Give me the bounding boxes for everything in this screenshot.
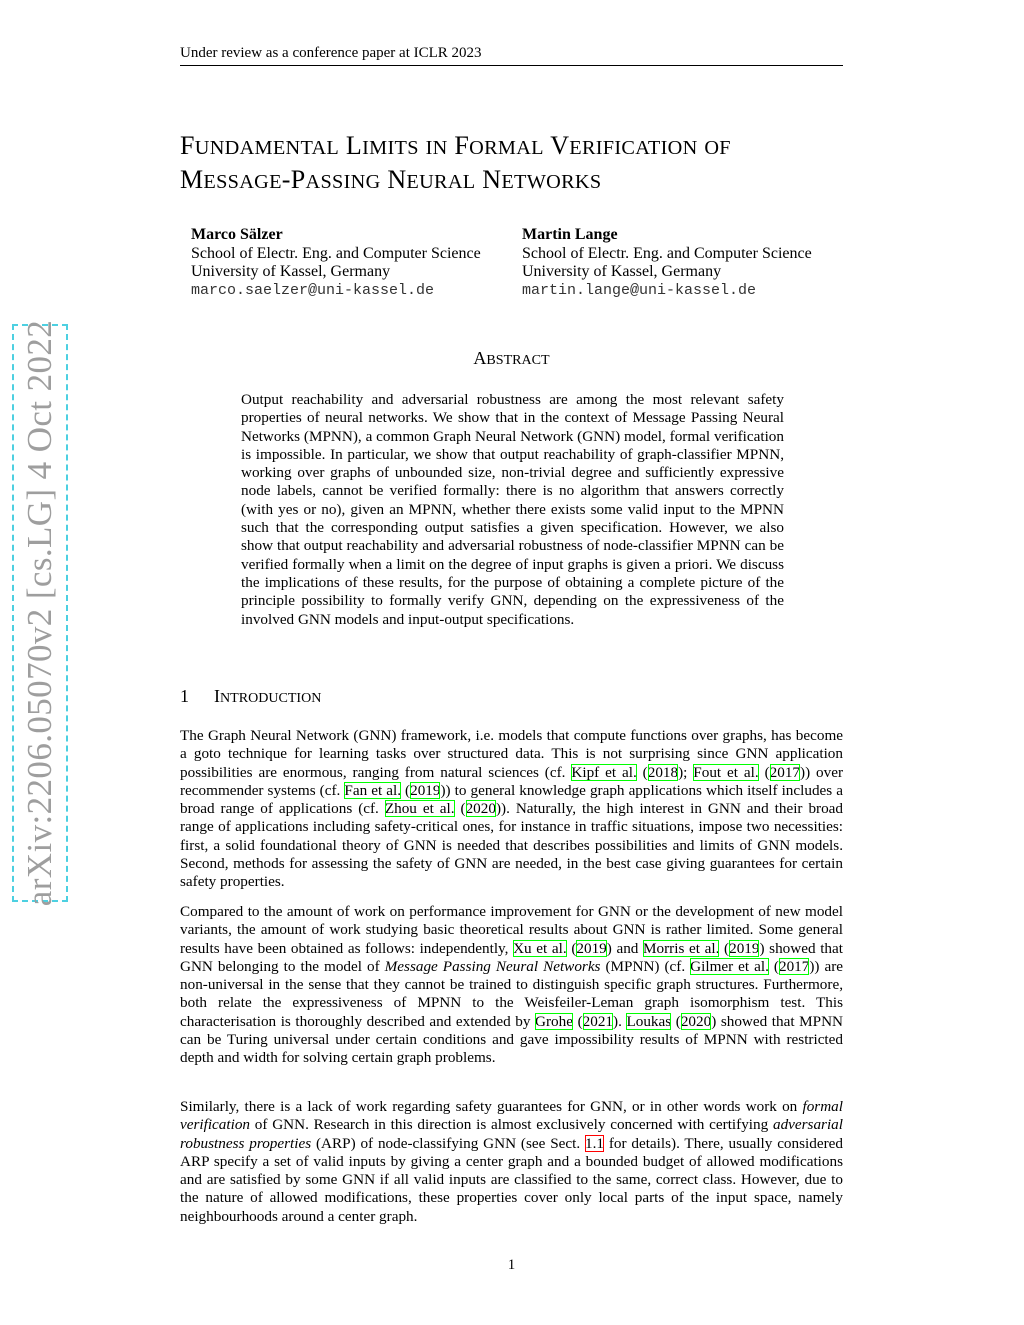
author-affiliation: University of Kassel, Germany (191, 263, 391, 280)
section-title: INTRODUCTION (214, 686, 322, 706)
text: )) are non-universal in the sense that they cannot be trained to distinguish specific graph structures. Furthermore, both relate the expressiveness of MPNN to the Weisfeiler-Leman graph isomorphism test. This characterisation is thoroughly described and extended by (180, 957, 844, 1030)
author-name: Marco Sälzer (191, 226, 283, 243)
citation-link[interactable]: 2017 (769, 763, 801, 781)
text: ) showed that GNN belonging to the model of (180, 939, 843, 975)
text: ( (671, 1012, 681, 1030)
citation-link[interactable]: 2020 (680, 1012, 712, 1030)
author-affiliation: University of Kassel, Germany (522, 263, 722, 280)
arxiv-stamp[interactable] (12, 319, 68, 907)
text: )) to general knowledge graph applications which itself includes a broad range of applications (cf. (180, 781, 843, 818)
author-email[interactable]: martin.lange@uni-kassel.de (522, 281, 757, 299)
text: ( (719, 939, 730, 957)
text: ). (613, 1012, 627, 1030)
citation-link[interactable]: Loukas (626, 1012, 672, 1030)
emphasis: formal verification (180, 1098, 843, 1134)
text: ( (758, 763, 770, 781)
text: ); (678, 763, 694, 781)
text: )) over recommender systems (cf. (180, 763, 844, 799)
citation-link[interactable]: 2018 (647, 763, 679, 781)
text: for details). There, usually considered ARP specify a set of valid inputs by giving a center graph and a bounded budget of allowed modifications and are satisfied by some GNN if all valid inputs are classified to the same, correct class. However, due to the nature of allowed modifications, these properties cover only local parts of the input space, namely neighbourhoods around a center graph. (180, 1134, 843, 1225)
text: Compared to the amount of work on performance improvement for GNN or the development of new model variants, the amount of work studying basic theoretical results about GNN is rather limited. Some general results have been obtained as follows: independently, (180, 903, 843, 957)
citation-link[interactable]: Morris et al. (643, 939, 720, 957)
text: ( (636, 763, 648, 781)
paragraph-2 (180, 903, 843, 1068)
emphasis: Message Passing Neural Networks (384, 957, 601, 975)
citation-link[interactable]: Fan et al. (344, 781, 401, 799)
emphasis: adversarial robustness properties (180, 1116, 843, 1152)
citation-link[interactable]: Fout et al. (693, 763, 759, 781)
title-line-1: FUNDAMENTAL LIMITS IN FORMAL VERIFICATION OF (180, 131, 731, 160)
text: ) and (606, 939, 644, 957)
arxiv-stamp-text: arXiv:2206.05070v2 [cs.LG] 4 Oct 2022 (20, 319, 59, 907)
abstract-heading: ABSTRACT (473, 348, 550, 368)
text: (MPNN) (cf. (600, 957, 691, 975)
citation-link[interactable]: Zhou et al. (384, 800, 455, 818)
citation-link[interactable]: 2017 (778, 957, 810, 975)
paragraph-3 (180, 1098, 843, 1226)
citation-link[interactable]: 2021 (582, 1012, 614, 1030)
running-header: Under review as a conference paper at ICLR 2023 (180, 44, 843, 66)
citation-link[interactable]: 2019 (729, 939, 760, 957)
section-heading (180, 686, 321, 707)
section-reference-link[interactable]: 1.1 (585, 1134, 604, 1152)
text: ( (401, 781, 411, 799)
text: Similarly, there is a lack of work regarding safety guarantees for GNN, or in other words work on (180, 1098, 803, 1115)
text: (ARP) of node-classifying GNN (see Sect. (311, 1134, 585, 1152)
author-email[interactable]: marco.saelzer@uni-kassel.de (191, 281, 435, 299)
citation-link[interactable]: Grohe (535, 1012, 573, 1030)
abstract-text: Output reachability and adversarial robustness are among the most relevant safety properties of neural networks. We show that in the context of Message Passing Neural Networks (MPNN), a common Graph Neural Network (GNN) model, formal verification is impossible. In particular, we show that output reachability of graph-classifier MPNN, working over graphs of unbounded size, non-trivial degree and sufficiently expressive node labels, cannot be verified formally: there is no algorithm that answers correctly (with yes or no), given an MPNN, whether there exists some valid input to the MPNN such that the corresponding output satisfies a given specification. However, we also show that output reachability and adversarial robustness of node-classifier MPNN can be verified formally when a limit on the degree of input graphs is given a priori. We discuss the implications of these results, for the purpose of obtaining a complete picture of the principle possibility to formally verify GNN, depending on the expressiveness of the involved GNN models and input-output specifications. (241, 391, 784, 628)
paragraph-1 (180, 727, 843, 892)
text: The Graph Neural Network (GNN) framework, i.e. models that compute functions over graphs, has become a goto technique for learning tasks over structured data. This is not surprising since GNN application possibilities are enormous, ranging from natural sciences (cf. (180, 727, 843, 781)
text: ( (566, 939, 577, 957)
paper-title (180, 130, 860, 198)
text: ( (768, 957, 779, 975)
title-line-2: MESSAGE-PASSING NEURAL NETWORKS (180, 165, 602, 194)
author-block-2 (522, 226, 812, 300)
section-number: 1 (180, 686, 189, 706)
author-block-1 (191, 226, 481, 300)
text: ( (573, 1012, 583, 1030)
text: of GNN. Research in this direction is almost exclusively concerned with certifying (250, 1116, 773, 1134)
citation-link[interactable]: Kipf et al. (571, 763, 637, 781)
author-department: School of Electr. Eng. and Computer Science (522, 244, 812, 262)
author-department: School of Electr. Eng. and Computer Science (191, 244, 481, 262)
text: ) showed that MPNN can be Turing universal under certain conditions and gave impossibility results of MPNN with restricted depth and width for solving certain graph problems. (180, 1012, 844, 1067)
citation-link[interactable]: 2019 (576, 939, 607, 957)
text: )). Naturally, the high interest in GNN and their broad range of applications including safety-critical ones, for instance in traffic situations, impose two necessities: first, a solid foundational theory of GNN is needed that describes possibilities and limits of GNN models. Second, methods for assessing the safety of GNN are needed, in the best case giving guarantees for certain safety properties. (180, 800, 844, 891)
citation-link[interactable]: Gilmer et al. (690, 957, 769, 975)
text: ( (454, 800, 466, 818)
citation-link[interactable]: 2019 (410, 781, 441, 799)
citation-link[interactable]: Xu et al. (513, 939, 567, 957)
citation-link[interactable]: 2020 (465, 800, 496, 818)
page-number: 1 (507, 1257, 516, 1273)
author-name: Martin Lange (522, 226, 618, 243)
